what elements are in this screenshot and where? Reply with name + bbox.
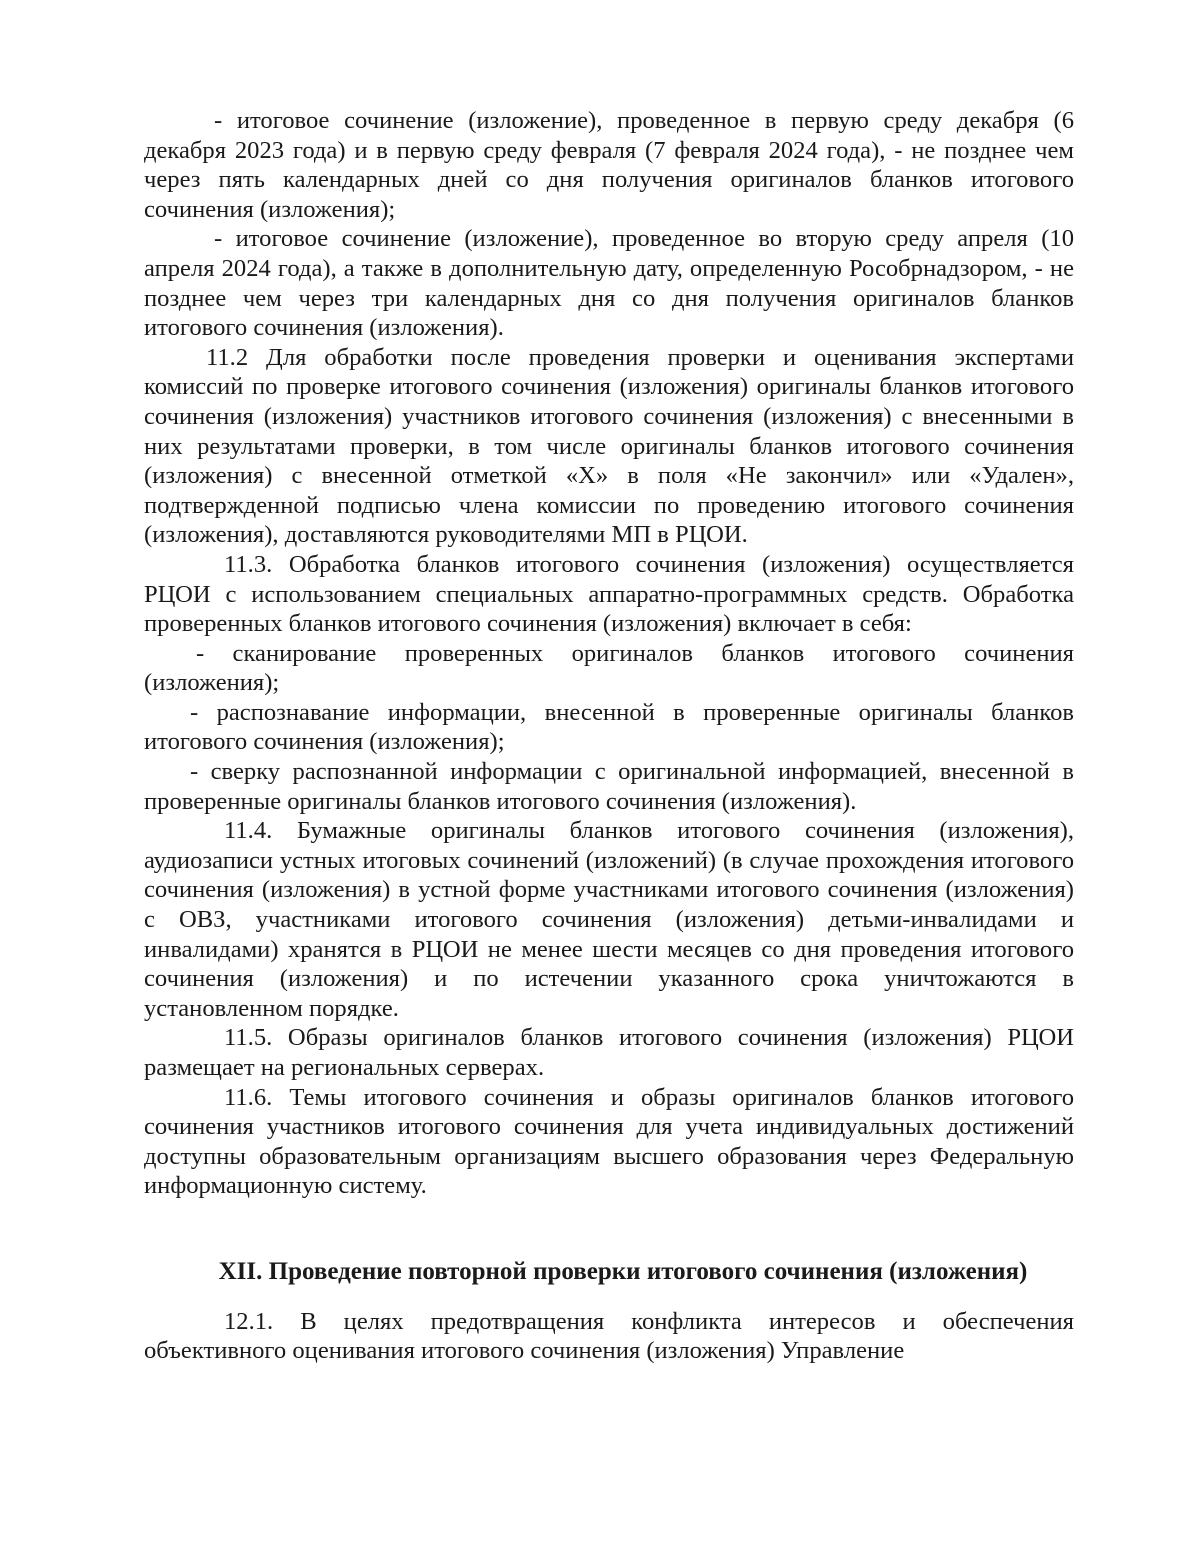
paragraph-12-1: 12.1. В целях предотвращения конфликта интересов и обеспечения объективного оценивания итогового сочинения (изложения) Управление	[144, 1307, 1074, 1365]
paragraph-december-february-deadline: - итоговое сочинение (изложение), проведенное в первую среду декабря (6 декабря 2023 года) и в первую среду февраля (7 февраля 2024 года), - не позднее чем через пять календарных дней со дня получения оригиналов бланков итогового сочинения (изложения);	[144, 107, 1074, 223]
paragraph-11-6: 11.6. Темы итогового сочинения и образы оригиналов бланков итогового сочинения участников итогового сочинения для учета индивидуальных достижений доступны образовательным организациям высшего образования через Федеральную информационную систему.	[144, 1083, 1074, 1200]
paragraph-april-deadline: - итоговое сочинение (изложение), проведенное во вторую среду апреля (10 апреля 2024 года), а также в дополнительную дату, определенную Рособрнадзором, - не позднее чем через три календарных дня со дня получения оригиналов бланков итогового сочинения (изложения).	[144, 225, 1074, 342]
paragraph-verification: - сверку распознанной информации с оригинальной информацией, внесенной в проверенные оригиналы бланков итогового сочинения (изложения).	[144, 758, 1074, 815]
paragraph-11-3: 11.3. Обработка бланков итогового сочинения (изложения) осуществляется РЦОИ с использованием специальных аппаратно-программных средств. Обработка проверенных бланков итогового сочинения (изложения) включает в себя:	[144, 550, 1074, 638]
paragraph-11-4: 11.4. Бумажные оригиналы бланков итогового сочинения (изложения), аудиозаписи устных итоговых сочинений (изложений) (в случае прохождения итогового сочинения (изложения) в устной форме участниками итогового сочинения (изложения) с ОВЗ, участниками итогового сочинения (изложения) детьми-инвалидами и инвалидами) хранятся в РЦОИ не менее шести месяцев со дня проведения итогового сочинения (изложения) и по истечении указанного срока уничтожаются в установленном порядке.	[144, 817, 1074, 1022]
document-body	[144, 106, 1074, 1366]
paragraph-11-2: 11.2 Для обработки после проведения проверки и оценивания экспертами комиссий по проверке итогового сочинения (изложения) оригиналы бланков итогового сочинения (изложения) участников итогового сочинения (изложения) с внесенными в них результатами проверки, в том числе оригиналы бланков итогового сочинения (изложения) с внесенной отметкой «Х» в поля «Не закончил» или «Удален», подтвержденной подписью члена комиссии по проведению итогового сочинения (изложения), доставляются руководителями МП в РЦОИ.	[144, 343, 1074, 549]
paragraph-11-5: 11.5. Образы оригиналов бланков итогового сочинения (изложения) РЦОИ размещает на региональных серверах.	[144, 1024, 1074, 1081]
paragraph-recognition: - распознавание информации, внесенной в проверенные оригиналы бланков итогового сочинения (изложения);	[144, 698, 1074, 756]
section-heading-xii: XII. Проведение повторной проверки итогового сочинения (изложения)	[218, 1257, 1028, 1285]
paragraph-scanning: - сканирование проверенных оригиналов бланков итогового сочинения (изложения);	[144, 639, 1074, 697]
